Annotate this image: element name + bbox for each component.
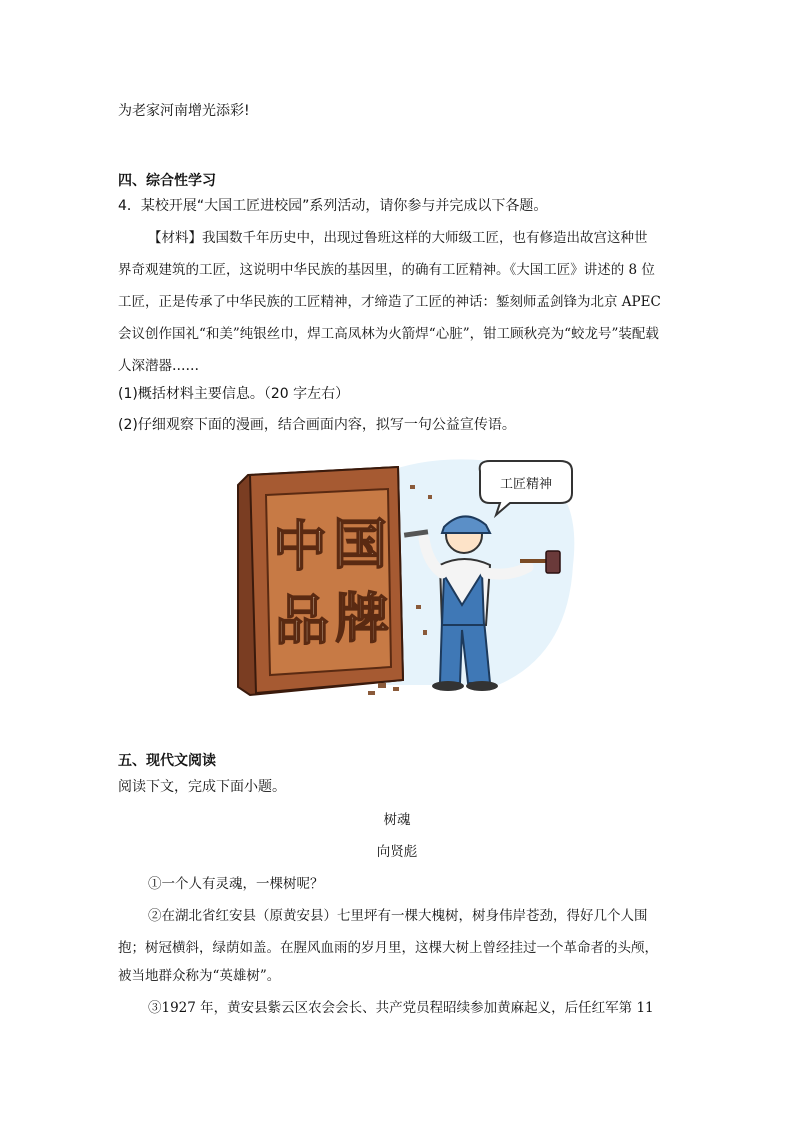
sign-char: 中 xyxy=(273,515,327,578)
section5-heading: 五、现代文阅读 xyxy=(118,753,216,769)
intro-tail-text: 为老家河南增光添彩! xyxy=(118,103,250,119)
article-paragraph: 被当地群众称为“英雄树”。 xyxy=(118,968,281,984)
material-line: 工匠，正是传承了中华民族的工匠精神，才缔造了工匠的神话：錾刻师孟剑锋为北京 APEC xyxy=(118,294,661,310)
sign-char: 品 xyxy=(275,589,329,652)
material-line: 会议创作国礼“和美”纯银丝巾，焊工高凤林为火箭焊“心脏”，钳工顾秋亮为“蛟龙号”装配载 xyxy=(118,326,659,342)
speech-bubble-text: 工匠精神 xyxy=(499,477,553,492)
sign-char: 牌 xyxy=(335,587,389,650)
article-paragraph: ③1927 年，黄安县紫云区农会会长、共产党员程昭续参加黄麻起义，后任红军第 11 xyxy=(148,1000,654,1016)
section5-instruction: 阅读下文，完成下面小题。 xyxy=(118,779,286,795)
material-line: 界奇观建筑的工匠，这说明中华民族的基因里，的确有工匠精神。《大国工匠》讲述的 8 位 xyxy=(118,262,655,278)
article-paragraph: ②在湖北省红安县（原黄安县）七里坪有一棵大槐树，树身伟岸苍劲，得好几个人围 xyxy=(148,908,648,924)
article-author: 向贤彪 xyxy=(376,844,418,860)
china-brand-monument xyxy=(238,467,403,695)
craftsman-cartoon-image xyxy=(228,455,588,700)
article-paragraph: ①一个人有灵魂，一棵树呢？ xyxy=(148,876,324,892)
sign-char: 国 xyxy=(333,513,387,576)
section4-heading: 四、综合性学习 xyxy=(118,173,216,189)
sub-question-2: (2)仔细观察下面的漫画，结合画面内容，拟写一句公益宣传语。 xyxy=(118,417,516,433)
material-line: 【材料】我国数千年历史中，出现过鲁班这样的大师级工匠，也有修造出故宫这种世 xyxy=(148,230,648,246)
sub-question-1: (1)概括材料主要信息。（20 字左右） xyxy=(118,386,350,402)
article-title: 树魂 xyxy=(383,812,411,828)
section4-question: 4．某校开展“大国工匠进校园”系列活动，请你参与并完成以下各题。 xyxy=(118,198,548,214)
article-paragraph: 抱；树冠横斜，绿荫如盖。在腥风血雨的岁月里，这棵大树上曾经挂过一个革命者的头颅， xyxy=(118,940,658,956)
material-line: 人深潜器…… xyxy=(118,358,199,374)
